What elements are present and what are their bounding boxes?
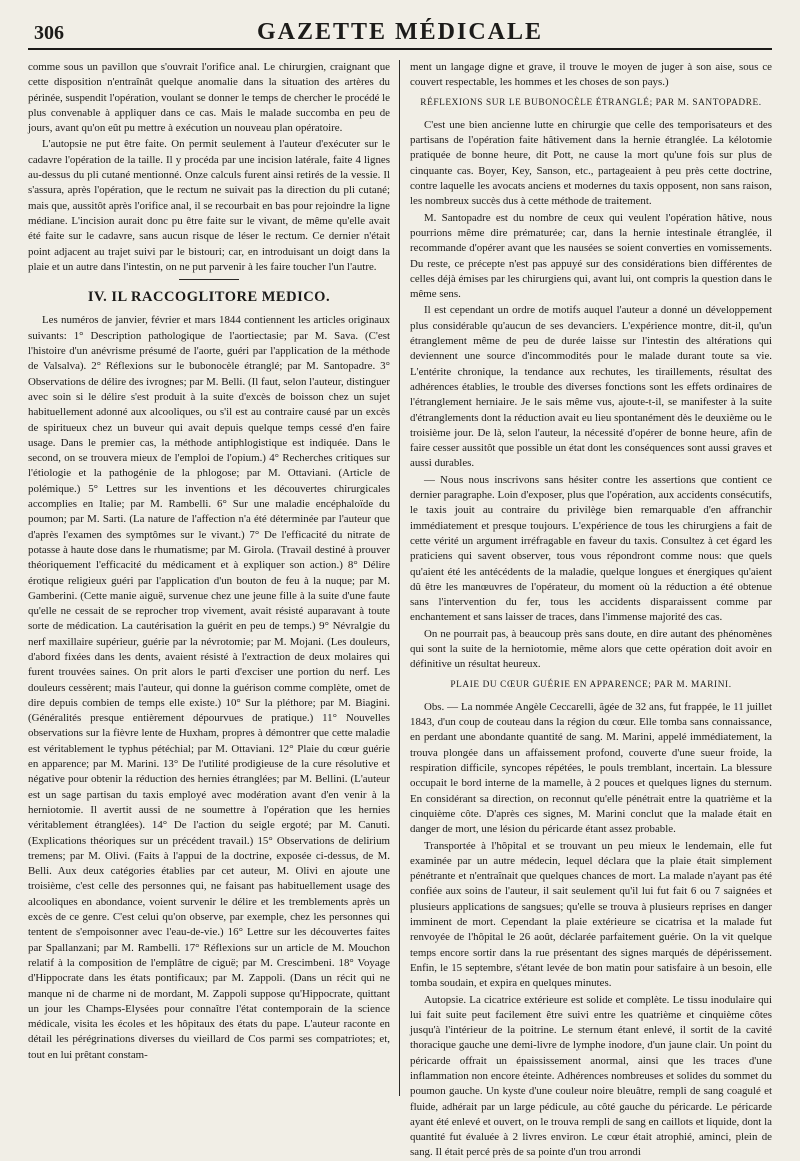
page-number: 306 [34, 22, 64, 44]
right-column [410, 60, 772, 1159]
page-header [28, 14, 772, 50]
paragraph: Autopsie. La cicatrice extérieure est solide et complète. Le tissu inodulaire qui lui fait suite peut facilement être suivi entre les quatrième et cinquième côtes jusqu'à l'intérieur de la poitrine. Le sternum étant enlevé, il sortit de la cavité thoracique gauche une demi-livre de lymphe inodore, d'un jaune clair. Un point du péricarde offrait un épaississement anormal, ainsi que les traces d'une inflammation non encore éteinte. Adhérences nombreuses et solides du sommet du poumon gauche. Un kyste d'une couleur noire bleuâtre, rempli de sang coagulé et fluide, adhérait par un large pédicule, au côté gauche du péricarde. Le péricarde ayant été enlevé et ouvert, on le trouva rempli de sang en caillots et liquide, dont la quantité fut évaluée à 2 livres environ. Le cœur était atrophié, aminci, plein de sang. Il était percé près de sa pointe d'un trou arrondi [410, 993, 772, 1159]
article-subhead: RÉFLEXIONS SUR LE BUBONOCÈLE ÉTRANGLÉ; PAR M. SANTOPADRE. [420, 97, 762, 108]
paragraph: On ne pourrait pas, à beaucoup près sans doute, en dire autant des phénomènes qui sont la suite de la herniotomie, même alors que cette opération doit avoir en définitive un résultat heureux. [410, 627, 772, 671]
paragraph: L'autopsie ne put être faite. On permit seulement à l'auteur d'exécuter sur le cadavre l'opération de la taille. Il y procéda par une incision latérale, faite 4 lignes au-dessus du pli cutané mentionné. Onze calculs furent ainsi retirés de la vessie. Il s'assura, après l'opération, que le rectum ne suivait pas la direction du pli cutané; mais que, aussitôt après l'orifice anal, il se recourbait en bas pour rejoindre la ligne médiane. L'incision aurait donc pu être faite sur le vivant, de même qu'elle avait été faite sur le cadavre, sans aucun risque de léser le rectum. Ce dernier n'était point adjacent au trajet suivi par le bistouri; car, en introduisant un doigt dans la plaie et un autre dans l'intestin, on ne put parvenir à les faire toucher l'un l'autre. [28, 138, 390, 273]
paragraph: Obs. — La nommée Angèle Ceccarelli, âgée de 32 ans, fut frappée, le 11 juillet 1843, d'un coup de couteau dans la région du cœur. Elle tomba sans connaissance, en perdant une abondante quantité de sang. M. Marini, appelé immédiatement, la trouva plongée dans un affaissement profond, couverte d'une sueur froide, la respiration difficile, syncopes répétées, le pouls tremblant, incertain. La blessure occupait le bord interne de la mamelle, à 2 pouces et quelques lignes du sternum. En considérant sa direction, on reconnut qu'elle pénétrait entre la quatrième et la cinquième côte. D'après ces signes, M. Marini conclut que la malade était en danger de mort, une lésion du péricarde étant assez probable. [410, 700, 772, 836]
paragraph: M. Santopadre est du nombre de ceux qui veulent l'opération hâtive, nous pourrions même dire prématurée; car, dans la hernie intestinale étranglée, il recommande d'opérer avant que les nausées se soient converties en vomissements. Du reste, ce précepte n'est pas appuyé sur des considérations bien différentes de celles déjà émises par les chirurgiens qui, avant lui, ont compris la question dans le même sens. [410, 211, 772, 301]
column-divider [399, 60, 400, 1096]
paragraph: Les numéros de janvier, février et mars 1844 contiennent les articles originaux suivants: 1° Description pathologique de l'aortiectasie; par M. Sava. (C'est l'histoire d'un anévrisme présumé de l'aorte, guéri par l'application de la méthode de Valsalva). 2° Réflexions sur le bubonocèle étranglé; par M. Santopadre. 3° Observations de délire des ivrognes; par M. Belli. (Il faut, selon l'auteur, distinguer avec soin si le délire s'est produit à la suite d'excès de boisson chez un sujet habituellement adonné aux alcooliques, ou s'il est au contraire causé par un excès de spiritueux chez un buveur qui avait depuis quelque temps cessé d'en faire usage. Dans le premier cas, la méthode antiphlogistique est indiquée. Dans le second, on se trouvera mieux de l'emploi de l'opium.) 4° Recherches critiques sur l'étiologie et la pathogénie de la phlogose; par M. Ottaviani. (Article de polémique.) 5° Lettres sur les inventions et les découvertes chirurgicales accomplies en Italie; par M. Rambelli. 6° Sur une maladie encéphaloïde du poumon; par M. Sarti. (La nature de l'affection n'a été déterminée par l'auteur que d'après l'examen des symptômes sur le vivant.) 7° De l'efficacité du nitrate de potasse à haute dose dans le rhumatisme; par M. Girola. (Travail destiné à prouver théoriquement l'efficacité du médicament et à expliquer son action.) 8° Délire érotique religieux guéri par l'application d'un bouton de feu à la nuque; par M. Gamberini. (Cette manie aiguë, survenue chez une jeune fille à la suite d'une faute qu'elle ne cessait de se reprocher trop vivement, avait résisté auparavant à toute sorte de médication. La cautérisation la guérit en peu de temps.) 9° Névralgie du nerf maxillaire supérieur, guérie par la névrotomie; par M. Mojani. (Les douleurs, d'abord fixées dans les dents, avaient résisté à l'extraction de deux molaires qui furent trouvées saines. On prit alors le parti d'exciser une portion du nerf. Les douleurs cessèrent; mais l'auteur, qui donne la guérison comme complète, omet de dire depuis combien de temps elle existe.) 10° Sur la pléthore; par M. Biagini. (Généralités presque entièrement dépourvues de pratique.) 11° Nouvelles observations sur la fièvre lente de Huxham, propres à démontrer que cette maladie est véritablement le typhus pétéchial; par M. Ottaviani. 12° Plaie du cœur guérie en apparence; par M. Marini. 13° De l'utilité prodigieuse de la cure résolutive et négative pour obtenir la réduction des hernies étranglées; par M. Bellini. (L'auteur est un sage partisan du taxis employé avec modération avant d'en venir à la herniotomie. Il avertit aussi de ne soumettre à l'opération que les hernies véritablement étranglées). 14° De l'action du seigle ergoté; par M. Canuti. (Explications théoriques sur un précédent travail.) 15° Observations de delirium tremens; par M. Olivi. (Faits à l'appui de la doctrine, exposée ci-dessus, de M. Belli. Aux deux catégories établies par cet auteur, M. Olivi en ajoute une troisième, c'est celle des personnes qui, ne faisant pas habituellement usage des alcooliques en abondance, voient survenir le délire et les tremblements après un excès de ce genre. C'est celui qu'on observe, par exemple, chez les personnes qui tentent de s'empoisonner avec l'eau-de-vie.) 16° Lettre sur les découvertes faites par Spallanzani; par M. Rambelli. 17° Réflexions sur un article de M. Mouchon relatif à la composition de l'emplâtre de ciguë; par M. Crescimbeni. 18° Voyage d'Hippocrate dans les états pontificaux; par M. Zappoli. (Dans un récit qui ne manque ni de charme ni de mordant, M. Zappoli suppose qu'Hippocrate, quittant un jour les Champs-Elysées pour connaître l'état contemporain de la science médicale, visita les écoles et les hôpitaux des états du pape. L'auteur raconte en détail les pérégrinations diverses du vieillard de Cos parmi ses compatriotes; et, tout en lui prêtant constam- [28, 314, 390, 1061]
divider-rule [179, 279, 239, 280]
paragraph: ment un langage digne et grave, il trouve le moyen de juger à son aise, sous ce couvert respectable, les hommes et les choses de son pays.) [410, 61, 772, 89]
paragraph: Transportée à l'hôpital et se trouvant un peu mieux le lendemain, elle fut examinée par un autre médecin, lequel déclara que la plaie était simplement pénétrante et n'entraînait que quelques chances de mort. La malade n'ayant pas été confiée aux soins de l'auteur, il sait seulement qu'il lui fut fait 6 ou 7 saignées et plusieurs applications de sangsues; qu'elle se trouva à plusieurs reprises en danger imminent de mort. Cependant la plaie extérieure se cicatrisa et la malade fut renvoyée de l'hôpital le 26 août, déclarée parfaitement guérie. On la vit quelque temps encore sortir dans la rue présentant des signes marqués de dépérissement. Enfin, le 15 septembre, s'étant levée de bon matin pour satisfaire à un besoin, elle tomba soudain, et expira en quelques minutes. [410, 839, 772, 990]
article-subhead: PLAIE DU CŒUR GUÉRIE EN APPARENCE; PAR M. MARINI. [450, 679, 732, 690]
section-title: IV. IL RACCOGLITORE MEDICO. [87, 289, 331, 306]
left-column [28, 60, 390, 1098]
paragraph: Il est cependant un ordre de motifs auquel l'auteur a donné un développement plus considérable qu'aucun de ses devanciers. L'expérience montre, dit-il, qu'un étranglement même de peu de durée laisse sur l'intestin des altérations qui deviennent une source d'incommodités pour le malade durant toute sa vie. L'entérite chronique, la tendance aux rechutes, les tiraillements, résultat des adhérences établies, le trouble des diverses fonctions sont les effets ordinaires de l'étranglement herniaire. Je le sais même vus, ajoute-t-il, se manifester à la suite d'étranglements dont la réduction avait eu lieu spontanément dès le deuxième ou le troisième jour. De là, selon l'auteur, la nécessité d'opérer de bonne heure, afin de faire cesser aussitôt que possible un état dont les conséquences sont aussi graves et aussi durables. [410, 304, 772, 470]
paragraph: — Nous nous inscrivons sans hésiter contre les assertions que contient ce dernier paragraphe. Loin d'exposer, plus que l'opération, aux accidents consécutifs, le taxis jouit au contraire du privilège bien remarquable d'en affranchir immédiatement et presque toujours. L'expérience de tous les chirurgiens a fait de cette vérité un argument irréfragable en faveur du taxis. Consultez à cet égard les praticiens qui savent observer, tous vous répondront comme nous: que quels qu'aient été les antécédents de la maladie, quelque longues et énergiques qu'aient dû être les manœuvres de l'opérateur, du moment où la réduction a été obtenue sans l'intervention du fer, tous les accidents disparaissent comme par enchantement et sans laisser de traces, dans l'immense majorité des cas. [410, 473, 772, 624]
paragraph: comme sous un pavillon que s'ouvrait l'orifice anal. Le chirurgien, craignant que cette disposition n'entraînât quelque anomalie dans la situation des artères du périnée, suspendit l'opération, voulant se donner le temps de chercher le procédé le plus convenable à appliquer dans ce cas. Mais le malade succomba en peu de jours, avant qu'on eût pu mettre à exécution un nouveau plan opératoire. [28, 61, 390, 135]
journal-title: GAZETTE MÉDICALE [256, 19, 544, 45]
paragraph: C'est une bien ancienne lutte en chirurgie que celle des temporisateurs et des partisans de l'opération faite hâtivement dans la hernie étranglée. La kélotomie pratiquée de bonne heure, dit Pott, ne cause la mort qu'une fois sur plus de cinquante cas. Boyer, Key, Sanson, etc., partageaient à peu près cette doctrine, contre laquelle les avocats anciens et modernes du taxis opposent, non sans raison, les nombreux succès dus à cette méthode de traitement. [410, 118, 772, 208]
